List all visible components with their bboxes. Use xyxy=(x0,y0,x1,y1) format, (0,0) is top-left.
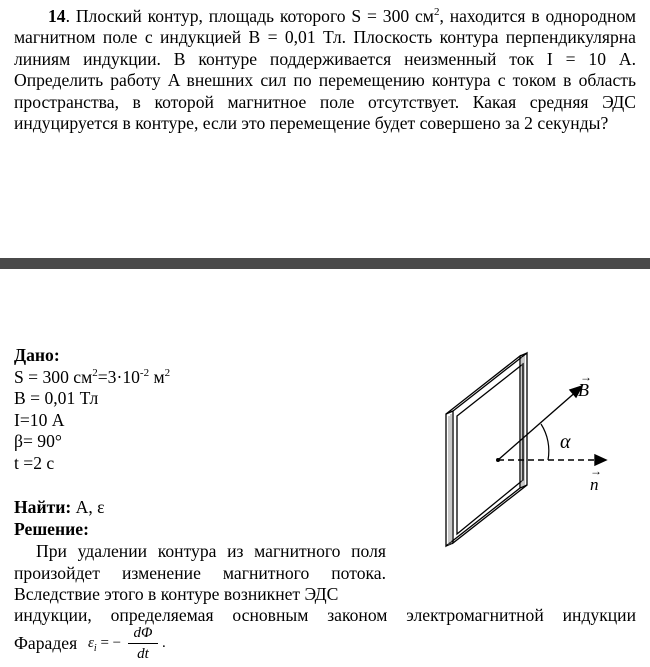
label-b: B xyxy=(578,380,589,400)
formula-period: . xyxy=(162,635,166,651)
label-alpha: α xyxy=(560,431,571,453)
n-vector-hat: → xyxy=(590,464,602,478)
given-header: Дано: xyxy=(14,345,60,365)
find-value: А, ε xyxy=(71,497,105,517)
formula-fraction xyxy=(128,624,158,663)
given-area: S = 300 $см^2=3\cdot 10^{-2}$ $м^2$ xyxy=(14,366,171,387)
given-induction: B = 0,01 Тл xyxy=(14,388,99,409)
alpha-arc xyxy=(541,424,549,460)
loop-diagram xyxy=(420,348,620,553)
fraction-bar xyxy=(128,643,158,644)
find-label: Найти: xyxy=(14,497,72,517)
section-divider xyxy=(0,258,650,269)
formula-denominator: dt xyxy=(137,646,149,662)
label-n: n xyxy=(590,475,599,494)
formula-numerator: dΦ xyxy=(133,625,153,641)
given-angle: β= 90° xyxy=(14,431,62,452)
given-block xyxy=(14,345,170,475)
formula-eq: = − xyxy=(96,635,122,651)
given-time: t =2 с xyxy=(14,452,55,473)
find-line xyxy=(14,497,105,519)
solution-header: Решение: xyxy=(14,519,89,539)
formula-emf: ε xyxy=(88,635,94,651)
loop-frame xyxy=(446,353,527,546)
solution-text-narrow: При удалении контура из магнитного поля произойдет изменение магнитного потока. Вследствие этого в контуре возникнет ЭДС xyxy=(14,541,386,605)
problem-number: 14 xyxy=(48,6,66,26)
problem-statement xyxy=(14,6,636,134)
problem-text-a: . Плоский контур, площадь которого S = 300 см xyxy=(65,6,434,26)
b-vector-hat: → xyxy=(580,370,592,384)
problem-text-sup: 2 xyxy=(433,6,440,19)
origin-dot xyxy=(496,458,500,462)
given-current: I=10 А xyxy=(14,409,65,430)
problem-text-b: , находится в однородном магнитном поле с индукцией B = 0,01 Тл. Плоскость контура перпендикулярна линиям индукции. В контуре поддерживается неизменный ток I = 10 А. Определить работу A внешних сил по перемещению контура с током в область пространства, в которой магнитное поле отсутствует. Какая средняя ЭДС индуцируется в контуре, если это перемещение будет совершено за 2 секунды? xyxy=(14,6,636,134)
formula-prefix: Фарадея xyxy=(14,633,78,653)
solution-text-full: индукции, определяемая основным законом электромагнитной индукции xyxy=(14,605,636,625)
formula-sub: i xyxy=(93,643,97,654)
